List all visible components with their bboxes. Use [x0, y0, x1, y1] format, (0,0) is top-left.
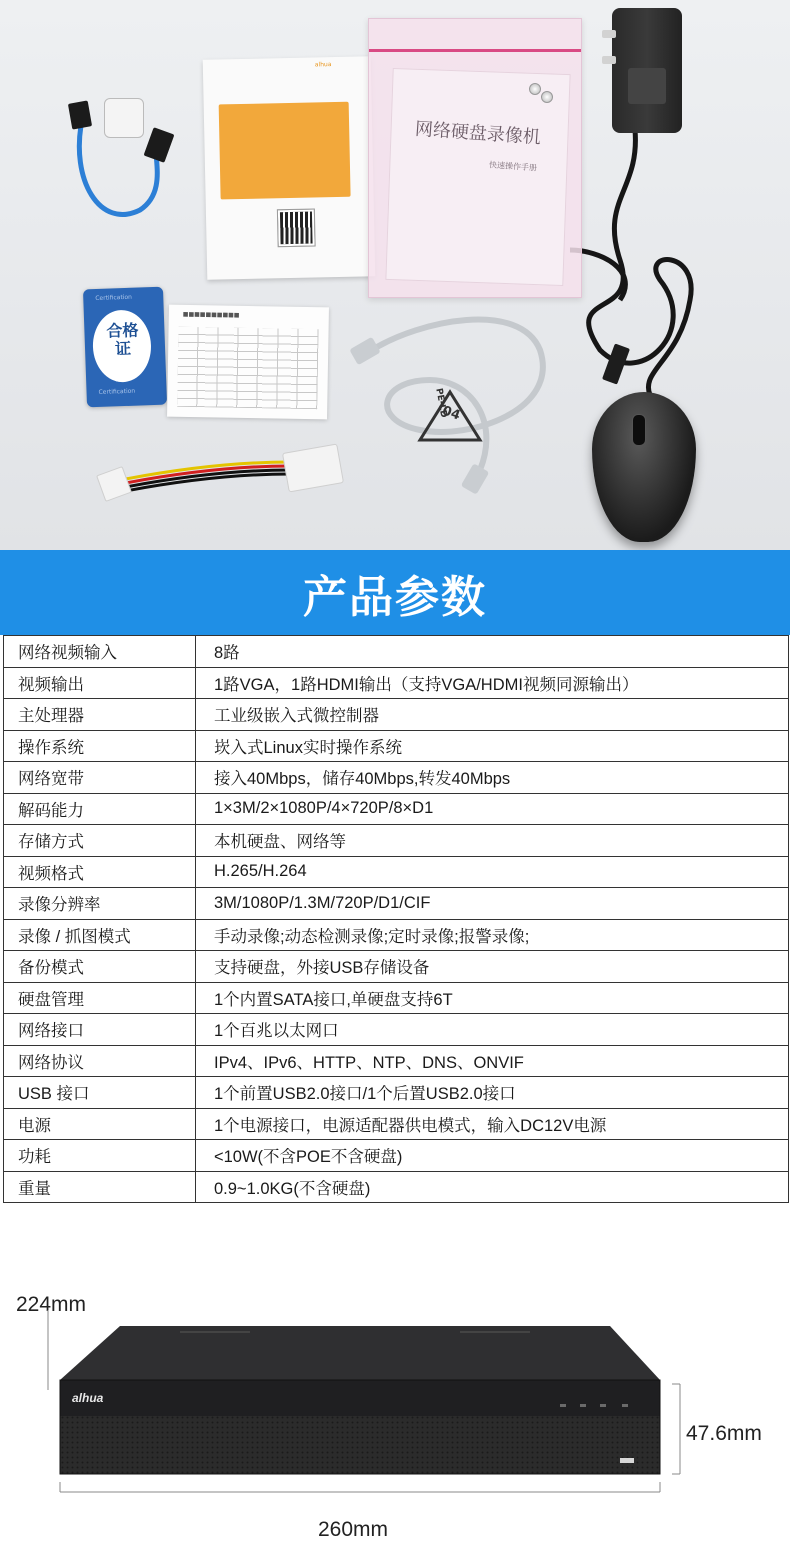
- spec-value: 1个电源接口，电源适配器供电模式，输入DC12V电源: [196, 1108, 789, 1140]
- spec-key: 存储方式: [4, 825, 196, 857]
- nvr-front-bezel: [60, 1380, 660, 1416]
- manual-title: 网络硬盘录像机: [414, 118, 542, 149]
- spec-table-body: [4, 636, 789, 1203]
- recycle-number: 04: [439, 403, 463, 424]
- spec-value: 接入40Mbps，储存40Mbps,转发40Mbps: [196, 762, 789, 794]
- table-row: [4, 1014, 789, 1046]
- table-row: [4, 951, 789, 983]
- spec-key: 解码能力: [4, 793, 196, 825]
- table-row: [4, 856, 789, 888]
- cert-ring-text: Certification: [98, 387, 136, 396]
- cert-label: 合格证: [106, 320, 139, 359]
- recycle-code: PE-LD: [433, 387, 449, 419]
- spec-value: 1个百兆以太网口: [196, 1014, 789, 1046]
- screw: [541, 91, 553, 103]
- spec-key: 电源: [4, 1108, 196, 1140]
- table-row: [4, 636, 789, 668]
- spec-key: 备份模式: [4, 951, 196, 983]
- spec-value: 崁入式Linux实时操作系统: [196, 730, 789, 762]
- spec-key: 功耗: [4, 1140, 196, 1172]
- spec-value: 1个前置USB2.0接口/1个后置USB2.0接口: [196, 1077, 789, 1109]
- spec-key: 网络接口: [4, 1014, 196, 1046]
- table-row: [4, 667, 789, 699]
- orange-panel: [219, 102, 351, 200]
- spec-value: 1路VGA，1路HDMI输出（支持VGA/HDMI视频同源输出）: [196, 667, 789, 699]
- table-row: [4, 730, 789, 762]
- spec-key: 视频格式: [4, 856, 196, 888]
- depth-label: 224mm: [16, 1293, 87, 1316]
- adapter-label: [628, 68, 666, 104]
- spec-value: H.265/H.264: [196, 856, 789, 888]
- recycle-symbol: [420, 388, 484, 444]
- brand-logo: alhua: [72, 1391, 104, 1405]
- spec-key: 重量: [4, 1171, 196, 1203]
- spec-key: 录像分辨率: [4, 888, 196, 920]
- table-row: [4, 825, 789, 857]
- mouse-wheel: [632, 414, 646, 446]
- spec-key: 操作系统: [4, 730, 196, 762]
- spec-key: 网络宽带: [4, 762, 196, 794]
- spec-value: 工业级嵌入式微控制器: [196, 699, 789, 731]
- table-row: [4, 888, 789, 920]
- cert-ring-text: Certification: [95, 293, 133, 303]
- front-usb-port: [620, 1458, 634, 1463]
- spec-key: 硬盘管理: [4, 982, 196, 1014]
- no-sticker-label: [104, 98, 144, 138]
- table-row: [4, 1171, 789, 1203]
- table-row: [4, 919, 789, 951]
- brand-tag: alhua: [314, 61, 332, 69]
- spec-key: USB 接口: [4, 1077, 196, 1109]
- table-row: [4, 699, 789, 731]
- width-label: 260mm: [318, 1518, 389, 1541]
- plug-prong: [602, 30, 616, 38]
- power-adapter: [612, 8, 682, 133]
- spec-value: 1个内置SATA接口,单硬盘支持6T: [196, 982, 789, 1014]
- spec-value: 1×3M/2×1080P/4×720P/8×D1: [196, 793, 789, 825]
- section-banner: [0, 550, 790, 635]
- sata-connector: [68, 100, 92, 129]
- nvr-front-grille: [60, 1416, 660, 1474]
- nvr-drawing: [0, 1280, 790, 1510]
- quick-guide-card: [203, 56, 376, 279]
- spec-value: 本机硬盘、网络等: [196, 825, 789, 857]
- manual-subtitle: 快速操作手册: [488, 160, 538, 173]
- spec-value: 3M/1080P/1.3M/720P/D1/CIF: [196, 888, 789, 920]
- nvr-top-face: [60, 1326, 660, 1380]
- table-row: [4, 1140, 789, 1172]
- spec-key: 录像 / 抓图模式: [4, 919, 196, 951]
- spec-value: 8路: [196, 636, 789, 668]
- certificate-card: [83, 287, 167, 408]
- spec-value: 支持硬盘，外接USB存储设备: [196, 951, 789, 983]
- table-row: [4, 1108, 789, 1140]
- banner-title: 产品参数: [303, 571, 487, 623]
- spec-value: 手动录像;动态检测录像;定时录像;报警录像;: [196, 919, 789, 951]
- spec-key: 网络视频输入: [4, 636, 196, 668]
- table-row: [4, 1077, 789, 1109]
- spec-value: IPv4、IPv6、HTTP、NTP、DNS、ONVIF: [196, 1045, 789, 1077]
- spec-table: [3, 635, 789, 1203]
- qr-code: [278, 209, 315, 246]
- screw: [529, 83, 541, 95]
- packing-list-form: [167, 305, 329, 420]
- spec-value: <10W(不含POE不含硬盘): [196, 1140, 789, 1172]
- form-header: ■■■■■■■■■■: [182, 310, 240, 319]
- height-label: 47.6mm: [686, 1422, 762, 1445]
- table-row: [4, 762, 789, 794]
- accessories-photo: [0, 0, 790, 550]
- plug-prong: [602, 56, 616, 64]
- spec-key: 视频输出: [4, 667, 196, 699]
- spec-key: 主处理器: [4, 699, 196, 731]
- spec-key: 网络协议: [4, 1045, 196, 1077]
- table-row: [4, 1045, 789, 1077]
- zip-bag: [368, 18, 582, 298]
- zip-seal: [369, 49, 581, 52]
- table-row: [4, 982, 789, 1014]
- table-row: [4, 793, 789, 825]
- spec-value: 0.9~1.0KG(不含硬盘): [196, 1171, 789, 1203]
